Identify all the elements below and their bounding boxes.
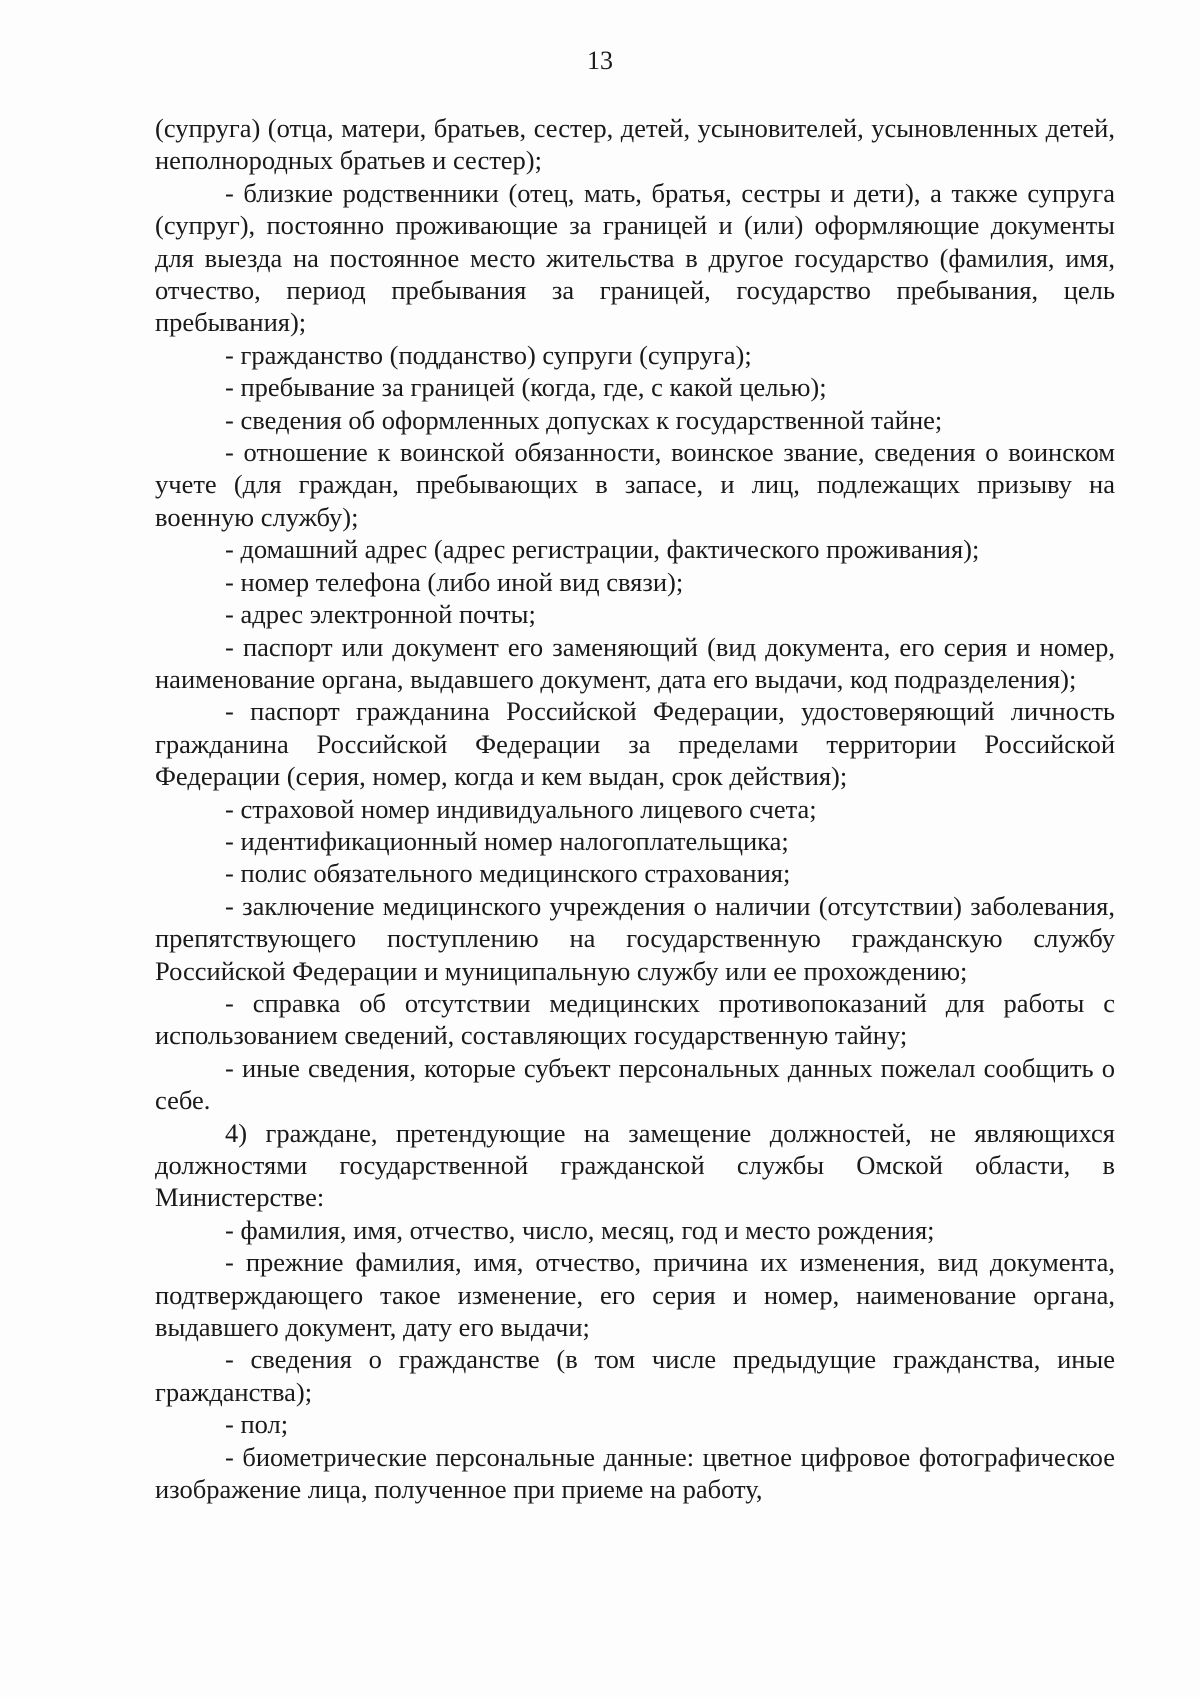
list-item-biometric-data: - биометрические персональные данные: цветное цифровое фотографическое изображение лица, полученное при приеме на работу, — [155, 1441, 1115, 1505]
list-item-passport: - паспорт или документ его заменяющий (вид документа, его серия и номер, наименование органа, выдавшего документ, дата его выдачи, код подразделения); — [155, 631, 1115, 694]
list-item-home-address: - домашний адрес (адрес регистрации, фактического проживания); — [225, 534, 980, 565]
list-item-sex: - пол; — [225, 1409, 289, 1440]
list-item-medical-conclusion: - заключение медицинского учреждения о наличии (отсутствии) заболевания, препятствующего поступлению на государственную гражданскую службу Российской Федерации и муниципальную службу или ее прохождению; — [155, 890, 1115, 986]
section-item-4: 4) граждане, претендующие на замещение должностей, не являющихся должностями государственной гражданской службы Омской области, в Министерстве: — [155, 1117, 1115, 1213]
list-item-tax-id: - идентификационный номер налогоплательщика; — [225, 825, 789, 856]
list-item-phone-number: - номер телефона (либо иной вид связи); — [225, 566, 684, 597]
list-item-email: - адрес электронной почты; — [225, 599, 536, 630]
list-item-previous-names: - прежние фамилия, имя, отчество, причина их изменения, вид документа, подтверждающего такое изменение, его серия и номер, наименование органа, выдавшего документ, дату его выдачи; — [155, 1247, 1115, 1343]
list-item-spouse-citizenship: - гражданство (подданство) супруги (супруга); — [225, 339, 752, 370]
list-item-medical-policy: - полис обязательного медицинского страхования; — [225, 858, 791, 889]
list-item-foreign-passport: - паспорт гражданина Российской Федерации, удостоверяющий личность гражданина Российской Федерации за пределами территории Российской Федерации (серия, номер, когда и кем выдан, срок действия); — [155, 696, 1115, 792]
list-item-stay-abroad: - пребывание за границей (когда, где, с какой целью); — [225, 372, 827, 403]
list-item-medical-certificate: - справка об отсутствии медицинских противопоказаний для работы с использованием сведений, составляющих государственную тайну; — [155, 987, 1115, 1051]
list-item-state-secret-clearance: - сведения об оформленных допусках к государственной тайне; — [225, 404, 943, 435]
list-item-military-duty: - отношение к воинской обязанности, воинское звание, сведения о воинском учете (для граждан, пребывающих в запасе, и лиц, подлежащих призыву на военную службу); — [155, 437, 1115, 532]
page-number: 13 — [587, 46, 613, 75]
list-item-close-relatives-abroad: - близкие родственники (отец, мать, братья, сестры и дети), а также супруга (супруг), постоянно проживающие за границей и (или) оформляющие документы для выезда на постоянное место жительства в другое государство (фамилия, имя, отчество, период пребывания за границей, государство пребывания, цель пребывания); — [155, 177, 1115, 338]
list-item-insurance-number: - страховой номер индивидуального лицевого счета; — [225, 793, 817, 824]
paragraph-continuation: (супруга) (отца, матери, братьев, сестер, детей, усыновителей, усыновленных детей, неполнородных братьев и сестер); — [155, 113, 1115, 176]
list-item-citizenship: - сведения о гражданстве (в том числе предыдущие гражданства, иные гражданства); — [155, 1344, 1115, 1407]
list-item-other-info: - иные сведения, которые субъект персональных данных пожелал сообщить о себе. — [155, 1052, 1115, 1116]
list-item-full-name-birth: - фамилия, имя, отчество, число, месяц, год и место рождения; — [225, 1214, 935, 1245]
document-body — [155, 112, 1115, 1505]
